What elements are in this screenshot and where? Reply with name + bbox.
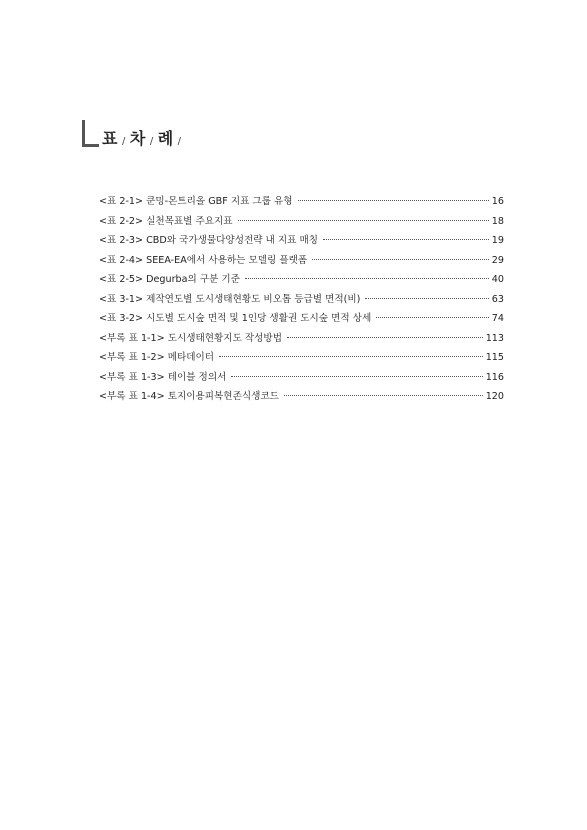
toc-heading xyxy=(82,120,222,152)
dot-leader xyxy=(287,337,483,338)
toc-entry-page: 116 xyxy=(485,371,504,383)
toc-entry[interactable] xyxy=(99,309,504,329)
toc-entry[interactable] xyxy=(99,387,504,407)
toc-entry-label: <표 3-2> 시도별 도시숲 면적 및 1인당 생활권 도시숲 면적 상세 xyxy=(99,313,372,324)
dot-leader xyxy=(312,259,489,260)
toc-entry[interactable] xyxy=(99,251,504,271)
toc-entry-page: 115 xyxy=(485,352,504,363)
toc-entry-label: <부록 표 1-1> 도시생태현황지도 작성방법 xyxy=(99,332,282,344)
title-char-2: 차 xyxy=(129,129,146,148)
dot-leader xyxy=(238,220,489,221)
dot-leader xyxy=(376,317,489,318)
title-char-3: 례 xyxy=(157,129,174,148)
toc-entry[interactable] xyxy=(99,192,504,212)
toc-entry-page: 40 xyxy=(491,274,504,285)
dot-leader xyxy=(298,200,489,201)
toc-entry[interactable] xyxy=(99,270,504,290)
dot-leader xyxy=(323,239,489,240)
dot-leader xyxy=(284,395,483,396)
toc-entry-label: <표 2-1> 쿤밍-몬트리올 GBF 지표 그룹 유형 xyxy=(99,196,293,207)
page-title xyxy=(102,126,186,149)
toc-entry-page: 63 xyxy=(491,293,504,305)
title-separator: / xyxy=(121,136,126,147)
toc-entry-label: <표 2-4> SEEA-EA에서 사용하는 모델링 플랫폼 xyxy=(99,254,308,266)
toc-entry-label: <표 2-2> 실천목표별 주요지표 xyxy=(99,215,233,227)
toc-entry-page: 74 xyxy=(491,313,504,324)
toc-entry-label: <부록 표 1-4> 토지이용피복현존식생코드 xyxy=(99,391,279,402)
toc-entry-label: <부록 표 1-2> 메타데이터 xyxy=(99,352,215,363)
toc-entry[interactable] xyxy=(99,231,504,251)
title-separator: / xyxy=(149,136,154,147)
toc-entry-page: 19 xyxy=(491,235,504,246)
dot-leader xyxy=(231,376,482,377)
toc-entry-page: 113 xyxy=(485,332,504,344)
toc-entry-page: 16 xyxy=(491,196,504,207)
dot-leader xyxy=(245,278,489,279)
toc-entry[interactable] xyxy=(99,368,504,388)
toc-entry-page: 18 xyxy=(491,215,504,227)
heading-bracket-decoration xyxy=(82,120,99,147)
table-of-contents xyxy=(99,192,504,407)
toc-entry[interactable] xyxy=(99,329,504,349)
dot-leader xyxy=(365,298,488,299)
toc-entry-label: <부록 표 1-3> 테이블 정의서 xyxy=(99,371,227,383)
dot-leader xyxy=(219,356,483,357)
title-char-1: 표 xyxy=(102,129,118,148)
toc-entry-label: <표 2-3> CBD와 국가생물다양성전략 내 지표 매칭 xyxy=(99,235,318,246)
toc-entry[interactable] xyxy=(99,212,504,232)
title-separator: / xyxy=(177,136,182,147)
toc-entry-page: 120 xyxy=(485,391,504,402)
toc-entry-page: 29 xyxy=(491,254,504,266)
toc-entry-label: <표 3-1> 제작연도별 도시생태현황도 비오톱 등급별 면적(비) xyxy=(99,293,361,305)
toc-entry[interactable] xyxy=(99,290,504,310)
toc-entry[interactable] xyxy=(99,348,504,368)
toc-entry-label: <표 2-5> Degurba의 구분 기준 xyxy=(99,274,240,285)
